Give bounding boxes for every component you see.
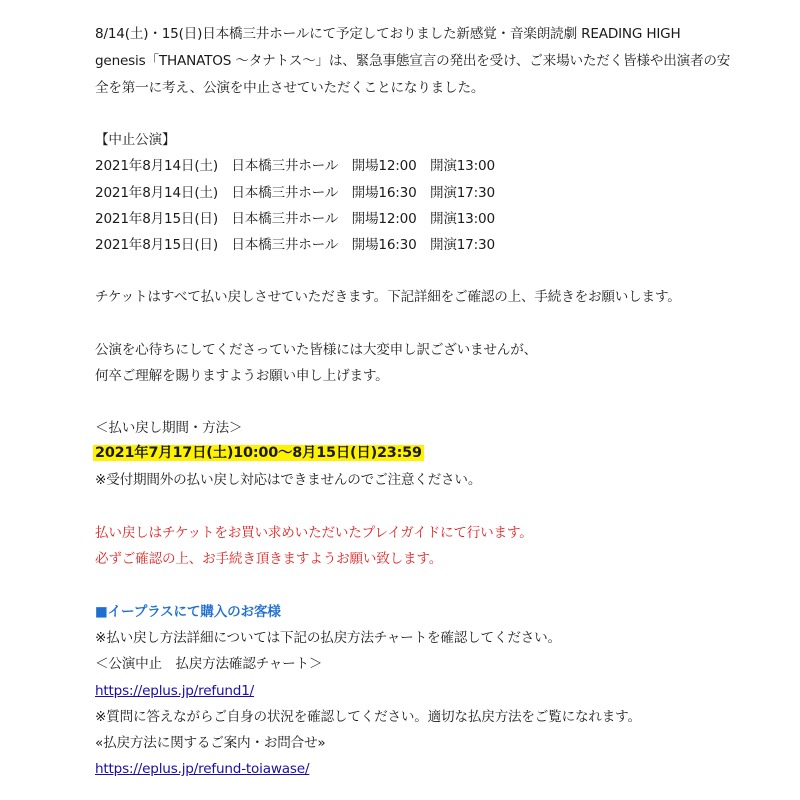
refund-period-highlight: 2021年7月17日(土)10:00～8月15日(日)23:59 [95, 445, 422, 461]
intro-line-2: genesis「THANATOS ～タナトス～」は、緊急事態宣言の発出を受け、ご来場いただく皆様や出演者の安 [95, 53, 731, 69]
apology-line-2: 何卒ご理解を賜りますようお願い申し上げます。 [95, 368, 389, 384]
contact-title: «払戻方法に関するご案内・お問合せ» [95, 735, 326, 751]
cancelled-row: 2021年8月15日(日) 日本橋三井ホール 開場16:30 開演17:30 [95, 237, 495, 253]
intro-line-3: 全を第一に考え、公演を中止させていただくことになりました。 [95, 80, 485, 96]
red-notice-line-2: 必ずご確認の上、お手続き頂きますようお願い致します。 [95, 551, 443, 567]
eplus-heading: ■イープラスにて購入のお客様 [95, 604, 281, 620]
intro-line-1: 8/14(土)・15(日)日本橋三井ホールにて予定しておりました新感覚・音楽朗読劇 READING HIGH [95, 26, 681, 42]
period-highlight-wrap [95, 444, 424, 462]
apology-line-1: 公演を心待ちにしてくださっていた皆様には大変申し訳ございませんが、 [95, 342, 537, 358]
cancelled-row: 2021年8月15日(日) 日本橋三井ホール 開場12:00 開演13:00 [95, 211, 495, 227]
chart-title: ＜公演中止 払戻方法確認チャート＞ [95, 656, 323, 672]
cancelled-heading: 【中止公演】 [95, 132, 176, 148]
eplus-note-2: ※質問に答えながらご自身の状況を確認してください。適切な払戻方法をご覧になれます。 [95, 709, 641, 725]
refund-notice: チケットはすべて払い戻しさせていただきます。下記詳細をご確認の上、手続きをお願いします。 [95, 289, 681, 305]
cancelled-row: 2021年8月14日(土) 日本橋三井ホール 開場16:30 開演17:30 [95, 185, 495, 201]
period-note: ※受付期間外の払い戻し対応はできませんのでご注意ください。 [95, 472, 482, 488]
period-heading: ＜払い戻し期間・方法＞ [95, 420, 243, 436]
refund-chart-link[interactable]: https://eplus.jp/refund1/ [95, 683, 255, 699]
eplus-note-1: ※払い戻し方法詳細については下記の払戻方法チャートを確認してください。 [95, 630, 561, 646]
refund-contact-link[interactable]: https://eplus.jp/refund-toiawase/ [95, 761, 310, 777]
cancelled-row: 2021年8月14日(土) 日本橋三井ホール 開場12:00 開演13:00 [95, 158, 495, 174]
red-notice-line-1: 払い戻しはチケットをお買い求めいただいたプレイガイドにて行います。 [95, 525, 533, 541]
